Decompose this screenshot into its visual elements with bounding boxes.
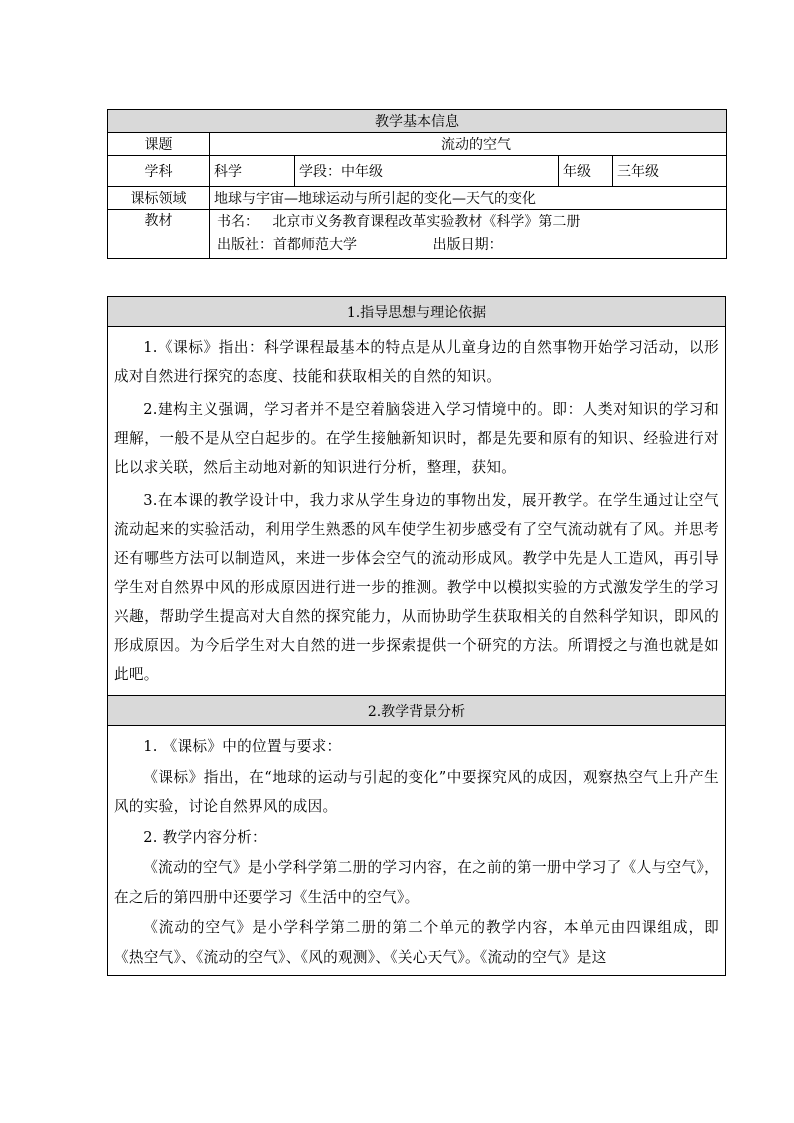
grade-value: 三年级 bbox=[613, 156, 727, 187]
section1-paragraph: 3.在本课的教学设计中，我力求从学生身边的事物出发，展开教学。在学生通过让空气流动起来的实验活动，利用学生熟悉的风车使学生初步感受有了空气流动就有了风。并思考还有哪些方法可以制造风，来进一步体会空气的流动形成风。教学中先是人工造风，再引导学生对自然界中风的形成原因进行进一步的推测。教学中以模拟实验的方式激发学生的学习兴趣，帮助学生提高对大自然的探究能力，从而协助学生获取相关的自然科学知识，即风的形成原因。为今后学生对大自然的进一步探索提供一个研究的方法。所谓授之与渔也就是如此吧。 bbox=[114, 492, 719, 683]
section2-paragraph: 1. 《课标》中的位置与要求： bbox=[143, 738, 342, 755]
section2-paragraph: 《流动的空气》是小学科学第二册的第二个单元的教学内容，本单元由四课组成，即《热空气》、《流动的空气》、《风的观测》、《关心天气》。《流动的空气》是这 bbox=[114, 919, 719, 966]
textbook-label: 教材 bbox=[108, 210, 210, 259]
basic-info-header: 教学基本信息 bbox=[108, 110, 727, 133]
section1-content bbox=[108, 327, 726, 696]
basic-info-table bbox=[107, 109, 727, 259]
section1-paragraph: 1.《课标》指出：科学课程最基本的特点是从儿童身边的自然事物开始学习活动，以形成对自然进行探究的态度、技能和获取相关的自然的知识。 bbox=[114, 339, 719, 385]
grade-label: 年级 bbox=[559, 156, 613, 187]
textbook-info bbox=[210, 210, 727, 259]
publisher-line: 出版社：首都师范大学 出版日期： bbox=[217, 237, 503, 253]
teaching-design-table bbox=[107, 296, 726, 976]
section2-paragraph: 《课标》指出，在“地球的运动与引起的变化”中要探究风的成因，观察热空气上升产生风的实验，讨论自然界风的成因。 bbox=[114, 768, 719, 815]
subject-label: 学科 bbox=[108, 156, 210, 187]
subject-value: 科学 bbox=[210, 156, 295, 187]
section1-header: 1.指导思想与理论依据 bbox=[108, 297, 726, 327]
section2-paragraph: 《流动的空气》是小学科学第二册的学习内容，在之前的第一册中学习了《人与空气》，在之后的第四册中还要学习《生活中的空气》。 bbox=[114, 859, 719, 906]
domain-value: 地球与宇宙—地球运动与所引起的变化—天气的变化 bbox=[210, 187, 727, 210]
section2-paragraph: 2. 教学内容分析： bbox=[143, 828, 267, 846]
topic-label: 课题 bbox=[108, 133, 210, 156]
section1-paragraph: 2.建构主义强调，学习者并不是空着脑袋进入学习情境中的。即：人类对知识的学习和理解，一般不是从空白起步的。在学生接触新知识时，都是先要和原有的知识、经验进行对比以求关联，然后主动地对新的知识进行分析，整理，获知。 bbox=[114, 401, 719, 476]
stage-value: 学段：中年级 bbox=[295, 156, 559, 187]
domain-label: 课标领域 bbox=[108, 187, 210, 210]
topic-value: 流动的空气 bbox=[210, 133, 727, 156]
section2-content bbox=[108, 726, 726, 976]
section2-header: 2.教学背景分析 bbox=[108, 696, 726, 726]
book-name-line: 书名： 北京市义务教育课程改革实验教材《科学》第二册 bbox=[217, 214, 581, 230]
